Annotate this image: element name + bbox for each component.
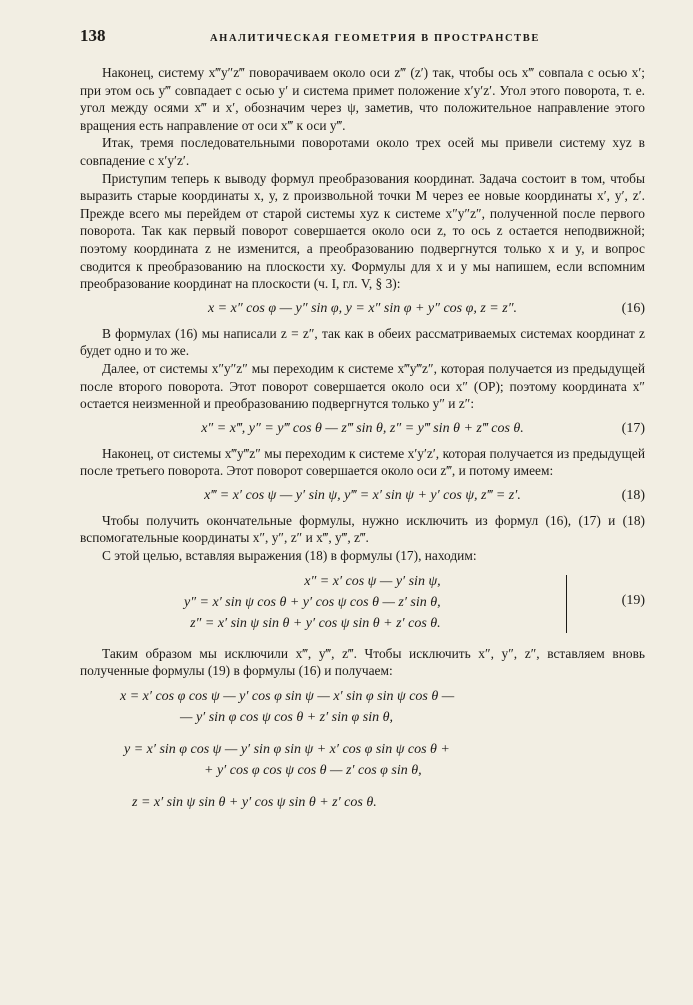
paragraph-after-16: В формулах (16) мы написали z = z″, так как в обеих рассматриваемых системах координат z будет одно и то же.	[80, 325, 645, 359]
paragraph-second-rotation: Далее, от системы x″y″z″ мы переходим к системе x‴y‴z″, которая получается из предыдущей после второго поворота. Этот поворот совершается около оси x″ (OP); поэтому координата x″ остается неизменной и преобразованию подвергнутся только y″ и z″:	[80, 360, 645, 412]
equation-19-line: x″ = x′ cos ψ — y′ sin ψ,	[304, 573, 441, 589]
final-y-line-2: + y′ cos φ cos ψ cos θ — z′ cos φ sin θ,	[204, 762, 422, 778]
equation-19-lines	[184, 571, 441, 634]
spacer	[80, 728, 645, 739]
final-formulas	[80, 686, 645, 813]
final-z-line: z = x′ sin ψ sin θ + y′ cos ψ sin θ + z′ cos θ.	[132, 794, 377, 810]
equation-19-bracket	[566, 575, 567, 633]
equation-19-line: y″ = x′ sin ψ cos θ + y′ cos ψ cos θ — z′ sin θ,	[184, 594, 441, 610]
equation-18-number: (18)	[621, 487, 645, 503]
paragraph-derivation-intro: Приступим теперь к выводу формул преобразования координат. Задача состоит в том, чтобы выразить старые координаты x, y, z произвольной точки M через ее новые координаты x′, y′, z′. Прежде всего мы перейдем от старой системы xyz к системе x″y″z″, полученной после первого поворота. Так как первый поворот совершается около оси z, то ось z остается неподвижной; поэтому координата z не изменится, а преобразованию подвергнутся только x и y, и вопрос сводится к преобразованию на плоскости xy. Формулы для x и y мы напишем, если вспомним преобразование координат на плоскости (ч. I, гл. V, § 3):	[80, 170, 645, 292]
equation-16	[80, 299, 645, 319]
equation-18	[80, 486, 645, 506]
paragraph-third-rotation: Наконец, от системы x‴y‴z″ мы переходим к системе x′y′z′, которая получается из предыдущей после третьего поворота. Этот поворот совершается около оси z‴, и потому имеем:	[80, 445, 645, 479]
equation-17-number: (17)	[621, 420, 645, 436]
equation-16-body: x = x″ cos φ — y″ sin φ, y = x″ sin φ + y″ cos φ, z = z″.	[207, 300, 518, 316]
equation-17	[80, 419, 645, 439]
final-y-line-1: y = x′ sin φ cos ψ — y′ sin φ sin ψ + x′ cos φ sin ψ cos θ +	[124, 741, 450, 757]
equation-16-number: (16)	[621, 300, 645, 316]
paragraph-substitute: С этой целью, вставляя выражения (18) в формулы (17), находим:	[102, 548, 477, 564]
equation-19-number: (19)	[621, 592, 645, 608]
paragraph-final-rotation: Наконец, систему x‴y″z‴ поворачиваем около оси z‴ (z′) так, чтобы ось x‴ совпала с осью x′; при этом ось y‴ совпадает с осью y′ и система примет положение x′y′z′. Угол этого поворота, т. е. угол между осями x‴ и x′, обозначим через ψ, заметив, что положительное направление этого вращения есть направление от оси x‴ к оси y‴.	[80, 65, 645, 133]
equation-17-body: x″ = x‴, y″ = y‴ cos θ — z‴ sin θ, z″ = y‴ sin θ + z‴ cos θ.	[201, 420, 524, 436]
spacer	[80, 781, 645, 792]
paragraph-summary: Итак, тремя последовательными поворотами около трех осей мы привели систему xyz в совпадение с x′y′z′.	[80, 135, 645, 168]
final-x-line-2: — y′ sin φ cos ψ cos θ + z′ sin φ sin θ,	[180, 709, 393, 725]
paragraph-result-intro: Таким образом мы исключили x‴, y‴, z‴. Чтобы исключить x″, y″, z″, вставляем вновь полученные формулы (19) в формулы (16) и получаем:	[80, 645, 645, 679]
equation-18-body: x‴ = x′ cos ψ — y′ sin ψ, y‴ = x′ sin ψ + y′ cos ψ, z‴ = z′.	[204, 487, 521, 503]
equation-19-line: z″ = x′ sin ψ sin θ + y′ cos ψ sin θ + z′ cos θ.	[190, 615, 441, 631]
paragraph-eliminate: Чтобы получить окончательные формулы, нужно исключить из формул (16), (17) и (18) вспомогательные координаты x″, y″, z″ и x‴, y‴, z‴.	[80, 512, 645, 546]
page-number: 138	[80, 26, 106, 45]
page-body	[80, 64, 645, 813]
equation-19-system	[80, 571, 645, 637]
running-head	[80, 22, 645, 52]
final-x-line-1: x = x′ cos φ cos ψ — y′ cos φ sin ψ — x′ sin φ sin ψ cos θ —	[120, 688, 455, 704]
running-title: АНАЛИТИЧЕСКАЯ ГЕОМЕТРИЯ В ПРОСТРАНСТВЕ	[210, 33, 540, 44]
